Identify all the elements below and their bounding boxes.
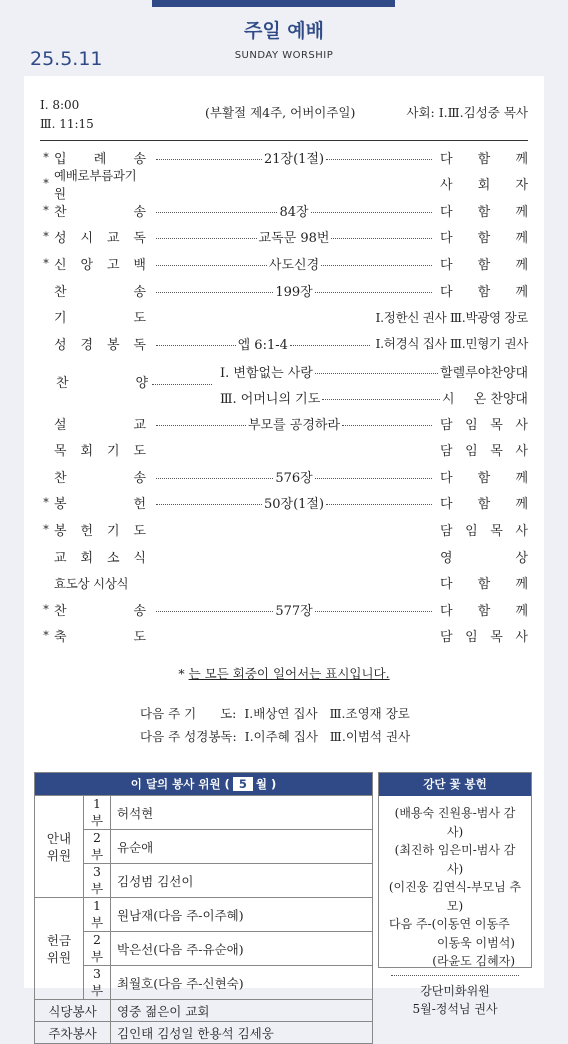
order-item-label: 입 례 송 [54, 151, 146, 167]
order-item-label: 봉 헌 기 도 [54, 523, 146, 539]
order-item-leader: 다 함 께 [440, 257, 528, 273]
service-date: 25.5.11 [30, 48, 103, 70]
order-item-leader: Ⅰ.정한신 권사 Ⅲ.박광영 장로 [375, 309, 528, 325]
parking-label: 주차봉사 [35, 1022, 111, 1044]
offering-group-label: 헌금 위원 [35, 898, 84, 1000]
top-accent-bar [152, 0, 395, 7]
order-item-leader: 다 함 께 [440, 284, 528, 300]
table-row: 3부 김성범 김선이 [35, 864, 373, 898]
table-row: 2부 박은선(다음 주-유순애) [35, 932, 373, 966]
anthem-leader-dots [152, 384, 212, 385]
flower-line: (배용숙 진원용-범사 감사) [394, 806, 516, 839]
standing-star: * [43, 256, 49, 270]
standing-note-text: 는 모든 회중이 일어서는 표시입니다. [188, 666, 390, 681]
order-row [40, 304, 528, 330]
order-row [40, 570, 528, 596]
order-item-leader: 다 함 께 [440, 497, 528, 513]
parking-names: 김인태 김성일 한용석 김세웅 [111, 1022, 373, 1044]
order-item-detail: 21장(1절) [263, 151, 325, 167]
dining-names: 영중 젊은이 교회 [111, 1000, 373, 1022]
order-item-detail: 576장 [275, 470, 313, 486]
next-week-prayer: 다음 주 기 도: Ⅰ.배상연 집사 Ⅲ.조영재 장로 [140, 706, 410, 721]
order-item-label: 성 경 봉 독 [54, 337, 146, 353]
standing-star: * [43, 496, 49, 510]
order-item-label: 목 회 기 도 [54, 444, 146, 460]
order-item-label: 예배로부름과기원 [54, 167, 137, 201]
flower-committee-detail: 5월-정석님 권사 [412, 1002, 498, 1016]
table-row [35, 1022, 373, 1044]
order-item-leader: Ⅰ.허경식 집사 Ⅲ.민형기 권사 [375, 336, 528, 352]
order-item-label: 봉 헌 [54, 497, 146, 513]
order-item-detail: 50장(1절) [263, 497, 325, 513]
order-row [40, 516, 528, 542]
order-item-detail: 부모를 공경하라 [247, 417, 341, 433]
guide-group-label: 안내 위원 [35, 796, 84, 898]
order-item-leader: 다 함 께 [440, 151, 528, 167]
order-item-leader: 담 임 목 사 [440, 444, 528, 460]
order-item-detail: 199장 [275, 284, 313, 300]
table-row: 안내 위원 1부 허석현 [35, 796, 373, 830]
order-item-label: 찬 송 [54, 284, 146, 300]
flower-line: 이동욱 이범석) [436, 935, 515, 950]
standing-star: * [43, 203, 49, 217]
order-row [40, 543, 528, 569]
time-first: Ⅰ. 8:00 [40, 98, 80, 112]
order-row [40, 167, 528, 201]
service-committee-table [34, 772, 373, 1044]
anthem-choir-2: 시 온 찬양대 [442, 391, 528, 407]
table-row: 2부 유순애 [35, 830, 373, 864]
altar-flowers-box [378, 772, 532, 1016]
table-row: 3부 최월호(다음 주-신현숙) [35, 966, 373, 1000]
table-row [35, 1000, 373, 1022]
standing-star: * [43, 150, 49, 164]
order-item-label: 찬 송 [54, 204, 146, 220]
order-item-detail: 577장 [275, 603, 313, 619]
order-item-detail: 84장 [279, 204, 309, 220]
order-row [40, 437, 528, 463]
order-item-leader: 담 임 목 사 [440, 523, 528, 539]
order-item-label: 찬 송 [54, 470, 146, 486]
order-item-leader: 영 상 [440, 550, 528, 566]
anthem-line-2 [220, 384, 528, 410]
order-item-label: 찬 송 [54, 603, 146, 619]
standing-star: * [43, 230, 49, 244]
order-item-leader: 담 임 목 사 [440, 630, 528, 646]
order-row [40, 490, 528, 516]
standing-note [0, 664, 568, 682]
standing-star: * [43, 177, 49, 191]
order-item-detail: 엡 6:1-4 [237, 337, 288, 353]
order-row [40, 330, 528, 356]
standing-star: * [178, 666, 185, 681]
order-item-label: 효도상 시상식 [54, 575, 129, 591]
standing-star: * [43, 522, 49, 536]
flower-committee: 강단미화위원 [420, 983, 490, 998]
divider [40, 140, 528, 141]
order-item-detail: 사도신경 [268, 257, 320, 273]
order-item-label: 기 도 [54, 311, 146, 327]
page-subtitle: SUNDAY WORSHIP [234, 50, 334, 61]
order-row [40, 463, 528, 489]
altar-flowers-header: 강단 꽃 봉헌 [379, 773, 531, 796]
anthem-label: 찬 양 [56, 376, 148, 391]
anthem-title-2: Ⅲ. 어머니의 기도 [220, 391, 321, 407]
occasion-label: (부활절 제4주, 어버이주일) [205, 105, 356, 120]
service-table-header: 이 달의 봉사 위원 ( 5 월 ) [35, 773, 373, 796]
anthem-choir-1: 할렐루야찬양대 [440, 365, 528, 381]
page-title: 주일 예배 [243, 20, 325, 42]
order-item-leader: 다 함 께 [440, 577, 528, 593]
presider-label: 사회: Ⅰ.Ⅲ.김성중 목사 [406, 105, 528, 120]
order-item-detail: 교독문 98번 [258, 231, 330, 247]
order-row [40, 277, 528, 303]
standing-star: * [43, 602, 49, 616]
order-item-leader: 다 함 께 [440, 470, 528, 486]
order-item-label: 축 도 [54, 630, 146, 646]
order-item-label: 설 교 [54, 417, 146, 433]
order-item-leader: 사 회 자 [440, 178, 528, 194]
standing-star: * [43, 629, 49, 643]
order-row [40, 623, 528, 649]
flower-line: (라윤도 김혜자) [432, 954, 515, 968]
order-item-label: 성 시 교 독 [54, 231, 146, 247]
order-item-leader: 다 함 께 [440, 603, 528, 619]
order-item-leader: 담 임 목 사 [440, 417, 528, 433]
order-row [40, 197, 528, 223]
flower-line: (최진하 임은미-범사 감사) [394, 843, 516, 876]
order-item-leader: 다 함 께 [440, 231, 528, 247]
order-item-label: 교 회 소 식 [54, 550, 146, 566]
dining-label: 식당봉사 [35, 1000, 111, 1022]
anthem-title-1: Ⅰ. 변함없는 사랑 [220, 365, 313, 381]
service-month: 5 [233, 777, 253, 791]
order-item-label: 신 앙 고 백 [54, 257, 146, 273]
next-week-reading: 다음 주 성경봉독: Ⅰ.이주혜 집사 Ⅲ.이범석 권사 [140, 729, 411, 744]
anthem-row [40, 358, 528, 410]
flower-separator [391, 975, 519, 976]
table-row: 헌금 위원 1부 원남재(다음 주-이주혜) [35, 898, 373, 932]
order-row [40, 410, 528, 436]
order-item-leader: 다 함 께 [440, 204, 528, 220]
order-row [40, 224, 528, 250]
time-third: Ⅲ. 11:15 [40, 117, 94, 131]
flower-line: 다음 주-(이동연 이동주 [389, 917, 510, 931]
order-row [40, 250, 528, 276]
order-row [40, 596, 528, 622]
flower-line: (이진웅 김연식-부모님 추모) [388, 880, 522, 913]
service-times [40, 96, 94, 134]
anthem-line-1 [220, 358, 528, 384]
